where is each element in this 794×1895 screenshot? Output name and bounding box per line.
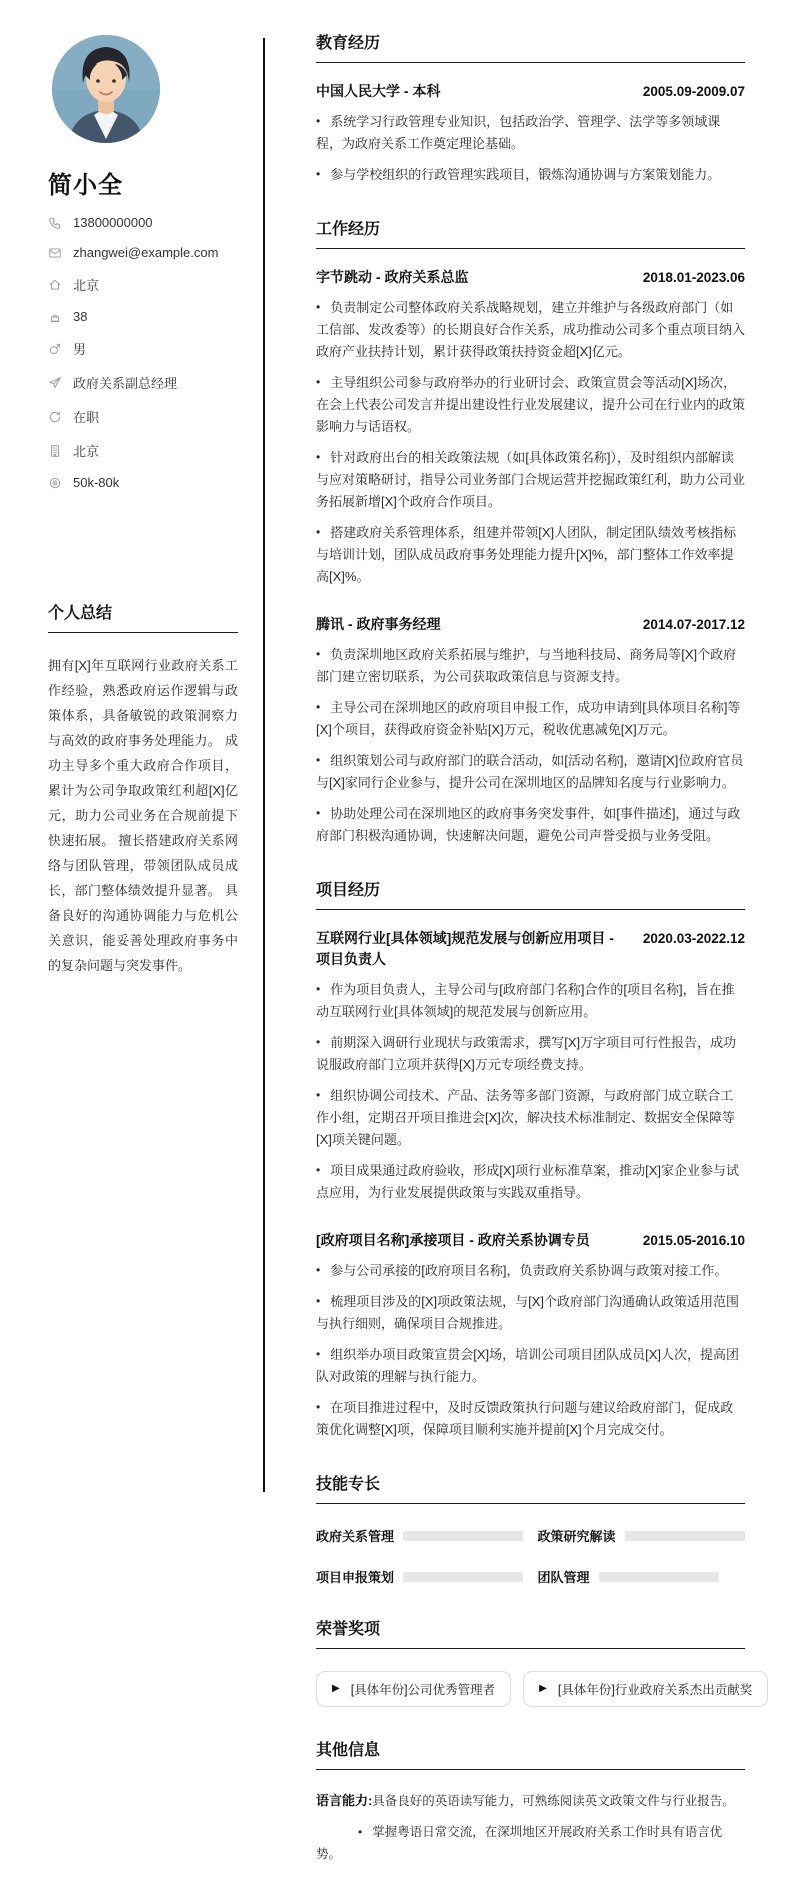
- bullet: • 搭建政府关系管理体系，组建并带领[X]人团队，制定团队绩效考核指标与培训计划，团队成员政府事务处理能力提升[X]%，部门整体工作效率提高[X]%。: [316, 522, 745, 588]
- contact-item-job-status: [48, 407, 238, 426]
- skill-bar: [403, 1572, 523, 1582]
- work-section: [316, 216, 745, 847]
- contact-text: zhangwei@example.com: [73, 245, 219, 260]
- skill-bar: [625, 1531, 745, 1541]
- honor-badges: [316, 1671, 753, 1707]
- education-section: [316, 30, 745, 186]
- honors-section: [316, 1616, 753, 1707]
- bullet: • 负责制定公司整体政府关系战略规划，建立并维护与各级政府部门（如工信部、发改委等）的长期良好合作关系，成功推动公司多个重点项目纳入政府产业扶持计划，累计获得政策扶持资金超[X]亿元。: [316, 297, 745, 363]
- entry-title: [政府项目名称]承接项目 - 政府关系协调专员: [316, 1232, 590, 1248]
- position-icon: [48, 376, 62, 390]
- bullet: • 参与公司承接的[政府项目名称]，负责政府关系协调与政策对接工作。: [316, 1260, 745, 1282]
- entry-date: 2015.05-2016.10: [642, 1233, 745, 1248]
- contact-text: 男: [73, 342, 87, 357]
- avatar-illustration: [52, 35, 160, 143]
- honor-badge: [316, 1671, 511, 1707]
- skills-section: [316, 1471, 745, 1586]
- skill-label: 团队管理: [537, 1570, 590, 1585]
- bullet: • 具备良好的英语读写能力，可熟练阅读英文政策文件与行业报告。: [316, 1790, 745, 1812]
- contact-list: [48, 215, 238, 490]
- gender-icon: [48, 342, 62, 356]
- play-triangle-icon: ▶: [539, 1683, 547, 1694]
- skill-item: [316, 1526, 524, 1545]
- city-icon: [48, 444, 62, 458]
- bullet: • 掌握粤语日常交流，在深圳地区开展政府关系工作时具有语言优势。: [316, 1821, 745, 1865]
- phone-icon: [48, 216, 62, 230]
- skill-label: 政府关系管理: [316, 1529, 395, 1544]
- skill-item: [316, 1567, 524, 1586]
- bullet: • 梳理项目涉及的[X]项政策法规，与[X]个政府部门沟通确认政策适用范围与执行细则，确保项目合规推进。: [316, 1291, 745, 1335]
- honor-badge: [523, 1671, 768, 1707]
- contact-item-location: [48, 275, 238, 294]
- bullet: • 协助处理公司在深圳地区的政府事务突发事件，如[事件描述]，通过与政府部门积极沟通协调，快速解决问题，避免公司声誉受损与业务受阻。: [316, 803, 745, 847]
- bullet: • 在项目推进过程中，及时反馈政策执行问题与建议给政府部门，促成政策优化调整[X]项，保障项目顺利实施并提前[X]个月完成交付。: [316, 1397, 745, 1441]
- skills-grid: [316, 1526, 745, 1586]
- education-title: 教育经历: [316, 30, 745, 63]
- age-icon: [48, 310, 62, 324]
- personal-summary-title: 个人总结: [48, 600, 238, 633]
- entry-title: 中国人民大学 - 本科: [316, 83, 441, 99]
- entry-date: 2020.03-2022.12: [642, 931, 745, 946]
- projects-section: [316, 877, 745, 1441]
- skill-bar: [403, 1531, 523, 1541]
- other-info-title: 其他信息: [316, 1737, 745, 1770]
- honor-badge-label: [具体年份]公司优秀管理者: [350, 1683, 496, 1697]
- bullet: • 组织举办项目政策宣贯会[X]场，培训公司项目团队成员[X]人次，提高团队对政策的理解与执行能力。: [316, 1344, 745, 1388]
- education-entry: [316, 81, 745, 186]
- contact-text: 50k-80k: [73, 475, 120, 490]
- contact-text: 北京: [73, 444, 100, 459]
- bullet: • 项目成果通过政府验收，形成[X]项行业标准草案，推动[X]家企业参与试点应用，为行业发展提供政策与实践双重指导。: [316, 1160, 745, 1204]
- work-entry: [316, 614, 745, 847]
- mail-icon: [48, 246, 62, 260]
- contact-item-email: [48, 245, 238, 260]
- contact-item-work-city: [48, 441, 238, 460]
- contact-text: 政府关系副总经理: [73, 376, 178, 391]
- status-icon: [48, 410, 62, 424]
- personal-summary-section: [48, 600, 238, 978]
- bullet: • 参与学校组织的行政管理实践项目，锻炼沟通协调与方案策划能力。: [316, 164, 745, 186]
- salary-icon: [48, 476, 62, 490]
- skill-label: 政策研究解读: [537, 1529, 616, 1544]
- bullet: • 系统学习行政管理专业知识，包括政治学、管理学、法学等多领域课程，为政府关系工作奠定理论基础。: [316, 111, 745, 155]
- contact-text: 13800000000: [73, 215, 153, 230]
- work-title: 工作经历: [316, 216, 745, 249]
- contact-item-age: [48, 309, 238, 324]
- skill-label: 项目申报策划: [316, 1570, 395, 1585]
- project-entry: [316, 1230, 745, 1441]
- sidebar: [0, 0, 264, 978]
- honor-badge-label: [具体年份]行业政府关系杰出贡献奖: [557, 1683, 753, 1697]
- other-info-section: [316, 1737, 745, 1865]
- contact-item-desired-position: [48, 373, 238, 392]
- project-entry: [316, 928, 745, 1204]
- entry-title: 腾讯 - 政府事务经理: [316, 616, 441, 632]
- contact-item-gender: [48, 339, 238, 358]
- skill-item: [538, 1526, 746, 1545]
- projects-title: 项目经历: [316, 877, 745, 910]
- personal-summary-text: 拥有[X]年互联网行业政府关系工作经验，熟悉政府运作逻辑与政策体系，具备敏锐的政策洞察力与高效的政府事务处理能力。 成功主导多个重大政府合作项目，累计为公司争取政策红利超[X]亿元，助力公司业务在合规前提下快速拓展。 擅长搭建政府关系网络与团队管理，带领团队成员成长，部门整体绩效提升显著。 具备良好的沟通协调能力与危机公关意识，能妥善处理政府事务中的复杂问题与突发事件。: [48, 658, 238, 973]
- resume-main: [316, 30, 753, 1895]
- skill-bar: [599, 1572, 719, 1582]
- entry-date: 2014.07-2017.12: [642, 617, 745, 632]
- bullet: • 作为项目负责人，主导公司与[政府部门名称]合作的[项目名称]，旨在推动互联网行业[具体领域]的规范发展与创新应用。: [316, 979, 745, 1023]
- contact-text: 北京: [73, 278, 100, 293]
- skills-title: 技能专长: [316, 1471, 745, 1504]
- entry-title: 字节跳动 - 政府关系总监: [316, 269, 469, 285]
- candidate-name: 简小全: [48, 172, 123, 199]
- entry-title: 互联网行业[具体领域]规范发展与创新应用项目 - 项目负责人: [316, 930, 614, 967]
- skill-item: [538, 1567, 746, 1586]
- entry-date: 2005.09-2009.07: [642, 84, 745, 99]
- contact-text: 在职: [73, 410, 100, 425]
- work-entry: [316, 267, 745, 588]
- bullet: • 组织策划公司与政府部门的联合活动，如[活动名称]，邀请[X]位政府官员与[X]家同行企业参与，提升公司在深圳地区的品牌知名度与行业影响力。: [316, 750, 745, 794]
- bullet: • 主导组织公司参与政府举办的行业研讨会、政策宣贯会等活动[X]场次，在会上代表公司发言并提出建设性行业发展建议，提升公司在行业内的政策影响力与话语权。: [316, 372, 745, 438]
- play-triangle-icon: ▶: [332, 1683, 340, 1694]
- entry-date: 2018.01-2023.06: [642, 270, 745, 285]
- bullet: • 针对政府出台的相关政策法规（如[具体政策名称]），及时组织内部解读与应对策略研讨，指导公司业务部门合规运营并挖掘政策红利，助力公司业务拓展新增[X]个政府合作项目。: [316, 447, 745, 513]
- contact-item-phone: [48, 215, 238, 230]
- honors-title: 荣誉奖项: [316, 1616, 745, 1649]
- contact-item-salary: [48, 475, 238, 490]
- contact-text: 38: [73, 309, 88, 324]
- bullet: • 主导公司在深圳地区的政府项目申报工作，成功申请到[具体项目名称]等[X]个项目，获得政府资金补贴[X]万元，税收优惠减免[X]万元。: [316, 697, 745, 741]
- avatar: [52, 35, 160, 143]
- bullet: • 前期深入调研行业现状与政策需求，撰写[X]万字项目可行性报告，成功说服政府部门立项并获得[X]万元专项经费支持。: [316, 1032, 745, 1076]
- language-ability-row: [316, 1790, 745, 1865]
- bullet: • 负责深圳地区政府关系拓展与维护，与当地科技局、商务局等[X]个政府部门建立密切联系，为公司获取政策信息与资源支持。: [316, 644, 745, 688]
- bullet: • 组织协调公司技术、产品、法务等多部门资源，与政府部门成立联合工作小组，定期召开项目推进会[X]次，解决技术标准制定、数据安全保障等[X]项关键问题。: [316, 1085, 745, 1151]
- home-icon: [48, 278, 62, 292]
- language-ability-label: 语言能力:: [316, 1793, 373, 1808]
